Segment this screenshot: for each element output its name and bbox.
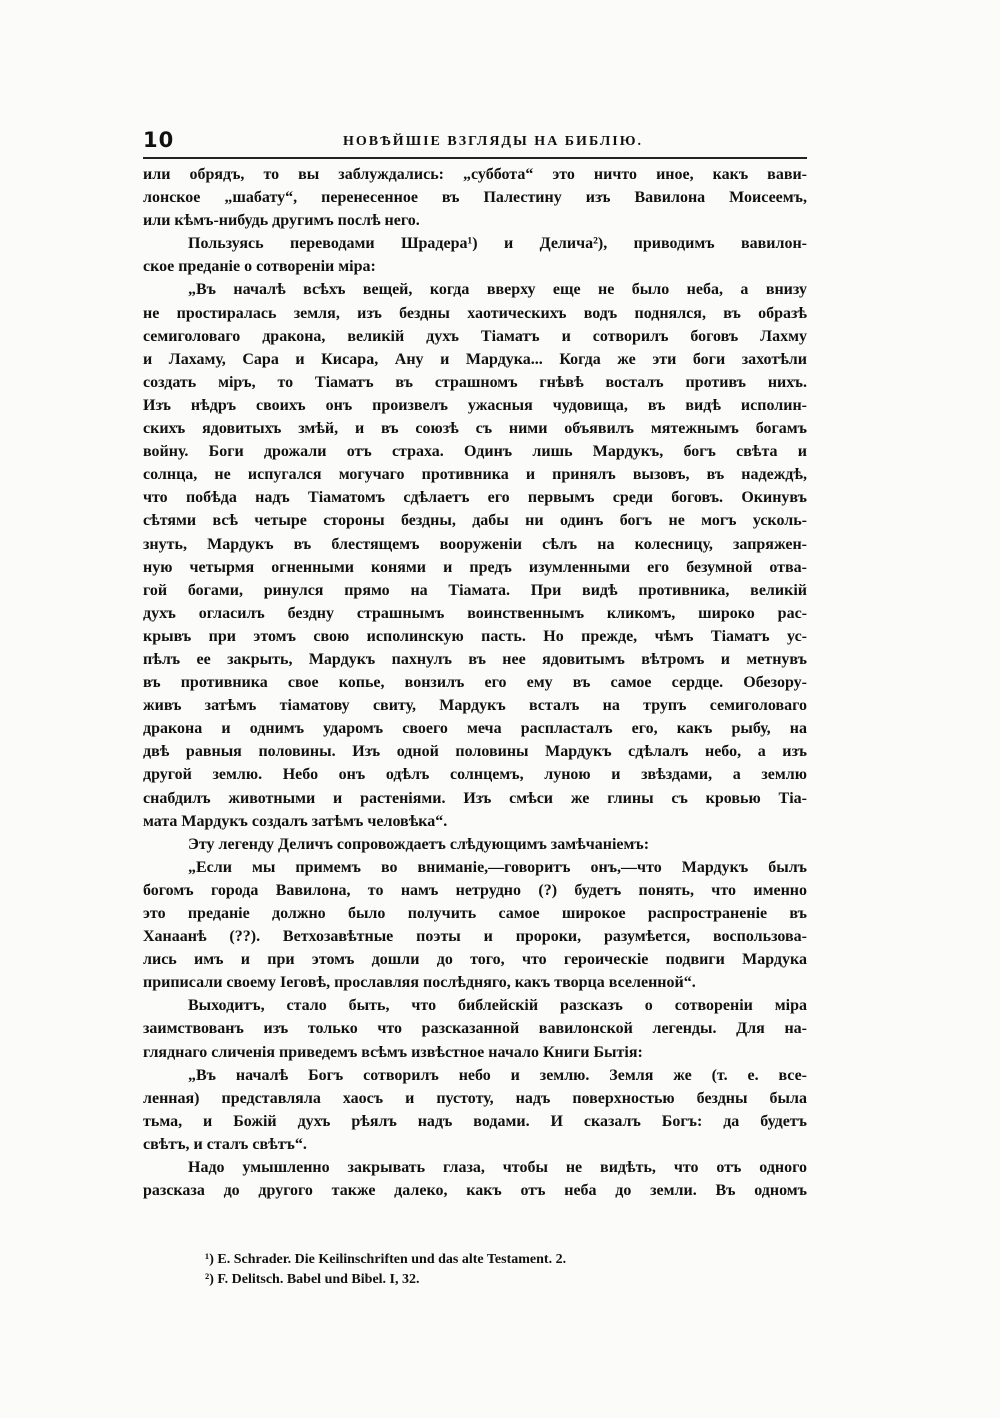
header-rule <box>143 157 807 159</box>
text-line: ское преданіе о сотвореніи міра: <box>143 258 376 276</box>
text-line: „Въ началѣ Богъ сотворилъ небо и землю. Земля же (т. е. все- <box>188 1066 807 1084</box>
text-line: живъ затѣмъ тіаматову свиту, Мардукъ всталъ на трупъ семиголоваго <box>143 697 807 715</box>
text-line: Надо умышленно закрывать глаза, чтобы не видѣть, что отъ одного <box>188 1159 807 1177</box>
text-line: снабдилъ животными и растеніями. Изъ смѣси же глины съ кровью Тіа- <box>143 789 807 807</box>
body-text <box>143 163 807 1202</box>
text-line: и Лахаму, Сара и Кисара, Ану и Мардука... Когда же эти боги захотѣли <box>143 350 807 368</box>
text-line: знуть, Мардукъ въ блестящемъ вооруженіи сѣлъ на колесницу, запряжен- <box>143 535 807 553</box>
text-line: создать міръ, то Тіаматъ въ страшномъ гнѣвѣ восталъ противъ нихъ. <box>143 373 807 391</box>
text-line: дракона и однимъ ударомъ своего меча распласталъ его, какъ рыбу, на <box>143 720 807 738</box>
text-line: крывъ при этомъ свою исполинскую пасть. Но прежде, чѣмъ Тіаматъ ус- <box>143 627 807 645</box>
text-line: заимствованъ изъ только что разсказанной вавилонской легенды. Для на- <box>143 1020 807 1038</box>
text-line: что побѣда надъ Тіаматомъ сдѣлаетъ его первымъ среди боговъ. Окинувъ <box>143 489 807 507</box>
footnote-2: ²) F. Delitsch. Babel und Bibel. I, 32. <box>205 1272 420 1287</box>
text-line: богомъ города Вавилона, то намъ нетрудно (?) будетъ понять, что именно <box>143 881 807 899</box>
text-line: это преданіе должно было получить самое широкое распространеніе въ <box>143 905 807 922</box>
footnote-1: ¹) E. Schrader. Die Keilinschriften und das alte Testament. 2. <box>205 1252 567 1267</box>
text-line: ную четырмя огненными конями и предъ изумленными его безумной отва- <box>143 558 807 576</box>
text-line: солнца, не испугался могучаго противника и принялъ вызовъ, въ надеждѣ, <box>143 466 807 484</box>
text-line: войну. Боги дрожали отъ страха. Одинъ лишь Мардукъ, богъ свѣта и <box>143 443 807 461</box>
text-line: приписали своему Іеговѣ, прославляя послѣдняго, какъ творца вселенной“. <box>143 974 696 992</box>
text-line: Пользуясь переводами Шрадера¹) и Деличa²), приводимъ вавилон- <box>188 235 807 253</box>
text-line: Эту легенду Деличъ сопровождаетъ слѣдующимъ замѣчаніемъ: <box>188 835 650 853</box>
running-title: НОВѢЙШІЕ ВЗГЛЯДЫ НА БИБЛІЮ. <box>343 134 643 149</box>
text-line: тьма, и Божій духъ рѣялъ надъ водами. И сказалъ Богъ: да будетъ <box>143 1112 807 1130</box>
text-line: сѣтями всѣ четыре стороны бездны, дабы ни одинъ богъ не могъ усколь- <box>143 512 807 530</box>
text-line: разсказа до другого также далеко, какъ отъ неба до земли. Въ одномъ <box>143 1182 807 1200</box>
text-line: не простиралась земля, изъ бездны хаотическихъ водъ поднялся, въ образѣ <box>143 304 807 322</box>
footnotes <box>205 1250 805 1290</box>
text-line: лись имъ и при этомъ дошли до того, что героическіе подвиги Мардука <box>143 951 807 969</box>
text-line: другой землю. Небо онъ одѣлъ солнцемъ, луною и звѣздами, а землю <box>143 766 807 784</box>
text-line: лонское „шабату“, перенесенное въ Палестину изъ Вавилона Моисеемъ, <box>143 189 807 207</box>
text-line: ленная) представляла хаосъ и пустоту, надъ поверхностью бездны была <box>143 1089 807 1107</box>
text-line: въ противника свое копье, вонзилъ его ему въ самое сердце. Обезору- <box>143 674 807 692</box>
text-line: двѣ равныя половины. Изъ одной половины Мардукъ сдѣлалъ небо, а изъ <box>143 743 807 761</box>
text-line: „Въ началѣ всѣхъ вещей, когда вверху еще не было неба, а внизу <box>188 281 807 299</box>
text-line: Ханаанѣ (??). Ветхозавѣтные поэты и пророки, разумѣется, воспользова- <box>143 928 807 946</box>
text-line: „Если мы примемъ во вниманіе,—говоритъ онъ,—что Мардукъ былъ <box>188 858 807 876</box>
text-line: гляднаго сличенія приведемъ всѣмъ извѣстное начало Книги Бытія: <box>143 1043 643 1061</box>
text-line: духъ огласилъ бездну страшнымъ воинственнымъ кликомъ, широко рас- <box>143 604 807 622</box>
page-number: 10 <box>143 128 175 152</box>
text-line: семиголоваго дракона, великій духъ Тіаматъ и сотворилъ боговъ Лахму <box>143 327 807 345</box>
text-line: или кѣмъ-нибудь другимъ послѣ него. <box>143 212 420 230</box>
text-line: Выходитъ, стало быть, что библейскій разсказъ о сотвореніи міра <box>188 997 807 1015</box>
text-line: мата Мардукъ создалъ затѣмъ человѣка“. <box>143 812 448 830</box>
text-line: свѣтъ, и сталъ свѣтъ“. <box>143 1135 307 1153</box>
text-line: скихъ ядовитыхъ змѣй, и въ союзѣ съ ними объявилъ мятежнымъ богамъ <box>143 420 807 438</box>
page-header <box>143 128 807 156</box>
text-line: гой богами, ринулся прямо на Тіамата. При видѣ противника, великій <box>143 581 807 599</box>
text-line: пѣлъ ее закрыть, Мардукъ пахнулъ въ нее ядовитымъ вѣтромъ и метнувъ <box>143 650 807 668</box>
text-line: Изъ нѣдръ своихъ онъ произвелъ ужасныя чудовища, въ видѣ исполин- <box>143 396 807 414</box>
text-line: или обрядъ, то вы заблуждались: „суббота“ это ничто иное, какъ вави- <box>143 166 807 183</box>
